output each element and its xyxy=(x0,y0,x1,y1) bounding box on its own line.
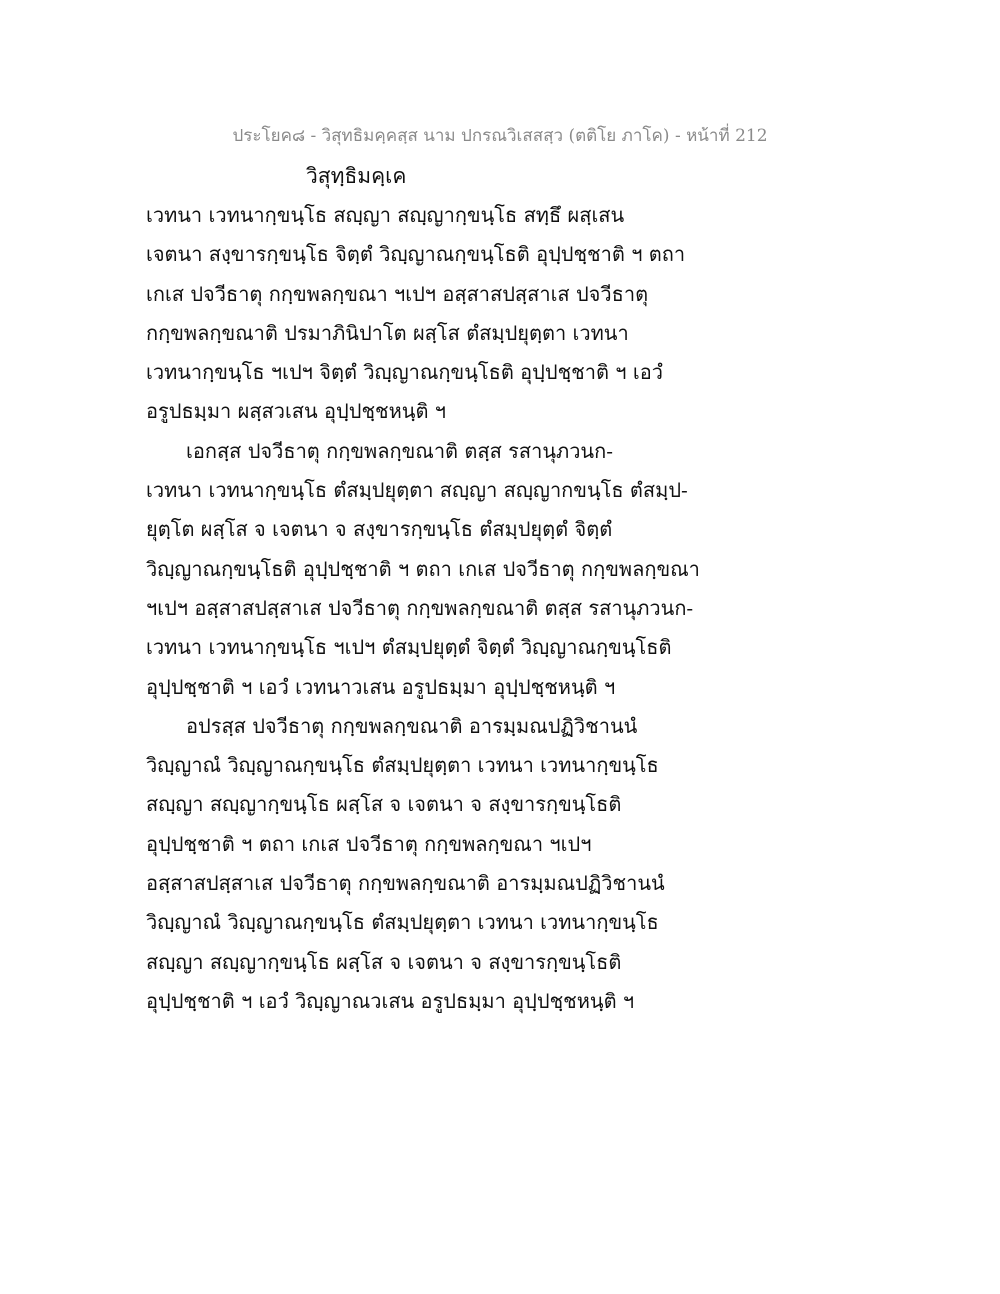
text-line: วิญฺญาณํ วิญฺญาณกฺขนฺโธ ตํสมฺปยุตฺตา เวทนา เวทนากฺขนฺโธ xyxy=(146,753,659,778)
text-line: ยุตฺโต ผสฺโส จ เจตนา จ สงฺขารกฺขนฺโธ ตํสมฺปยุตฺตํ จิตฺตํ xyxy=(146,517,613,542)
running-header: ประโยค๘ - วิสุทธิมคฺคสฺส นาม ปกรณวิเสสสฺว (ตติโย ภาโค) - หน้าที่ 212 xyxy=(232,126,768,146)
text-line: เกเส ปจวีธาตุ กกฺขพลกฺขณา ฯเปฯ อสฺสาสปสฺสาเส ปจวีธาตุ xyxy=(146,281,649,306)
section-title: วิสุทฺธิมคฺเค xyxy=(306,164,407,188)
text-line: สญฺญา สญฺญากฺขนฺโธ ผสฺโส จ เจตนา จ สงฺขารกฺขนฺโธติ xyxy=(146,792,622,817)
text-line: อุปฺปชฺชาติ ฯ ตถา เกเส ปจวีธาตุ กกฺขพลกฺขณา ฯเปฯ xyxy=(146,831,592,856)
text-line: เวทนากฺขนฺโธ ฯเปฯ จิตฺตํ วิญฺญาณกฺขนฺโธติ อุปฺปชฺชาติ ฯ เอวํ xyxy=(146,360,663,385)
paragraph-start-line: เอกสฺส ปจวีธาตุ กกฺขพลกฺขณาติ ตสฺส รสานุภวนก- xyxy=(186,438,613,463)
text-line: อุปฺปชฺชาติ ฯ เอวํ เวทนาวเสน อรูปธมฺมา อุปฺปชฺชหนฺติ ฯ xyxy=(146,674,616,699)
text-line: เวทนา เวทนากฺขนฺโธ ฯเปฯ ตํสมฺปยุตฺตํ จิตฺตํ วิญฺญาณกฺขนฺโธติ xyxy=(146,635,672,660)
text-line: ฯเปฯ อสฺสาสปสฺสาเส ปจวีธาตุ กกฺขพลกฺขณาติ ตสฺส รสานุภวนก- xyxy=(146,595,694,620)
text-line: เวทนา เวทนากฺขนฺโธ สญฺญา สญฺญากฺขนฺโธ สทฺธึ ผสฺเสน xyxy=(146,203,625,227)
text-line: อสฺสาสปสฺสาเส ปจวีธาตุ กกฺขพลกฺขณาติ อารมฺมณปฏิวิชานนํ xyxy=(146,871,665,896)
text-line: อรูปธมฺมา ผสฺสวเสน อุปฺปชฺชหนฺติ ฯ xyxy=(146,399,447,424)
text-line: วิญฺญาณกฺขนฺโธติ อุปฺปชฺชาติ ฯ ตถา เกเส ปจวีธาตุ กกฺขพลกฺขณา xyxy=(146,556,700,581)
text-line: เวทนา เวทนากฺขนฺโธ ตํสมฺปยุตฺตา สญฺญา สญฺญากขนฺโธ ตํสมฺป- xyxy=(146,478,688,503)
body-text xyxy=(146,196,706,1021)
text-line: สญฺญา สญฺญากฺขนฺโธ ผสฺโส จ เจตนา จ สงฺขารกฺขนฺโธติ xyxy=(146,949,622,974)
paragraph-start-line: อปรสฺส ปจวีธาตุ กกฺขพลกฺขณาติ อารมฺมณปฏิวิชานนํ xyxy=(186,713,638,738)
text-line: อุปฺปชฺชาติ ฯ เอวํ วิญฺญาณวเสน อรูปธมฺมา อุปฺปชฺชหนฺติ ฯ xyxy=(146,988,635,1013)
text-line: วิญฺญาณํ วิญฺญาณกฺขนฺโธ ตํสมฺปยุตฺตา เวทนา เวทนากฺขนฺโธ xyxy=(146,910,659,935)
text-line: เจตนา สงฺขารกฺขนฺโธ จิตฺตํ วิญฺญาณกฺขนฺโธติ อุปฺปชฺชาติ ฯ ตถา xyxy=(146,242,686,267)
text-line: กกฺขพลกฺขณาติ ปรมาภินิปาโต ผสฺโส ตํสมฺปยุตฺตา เวทนา xyxy=(146,320,629,345)
